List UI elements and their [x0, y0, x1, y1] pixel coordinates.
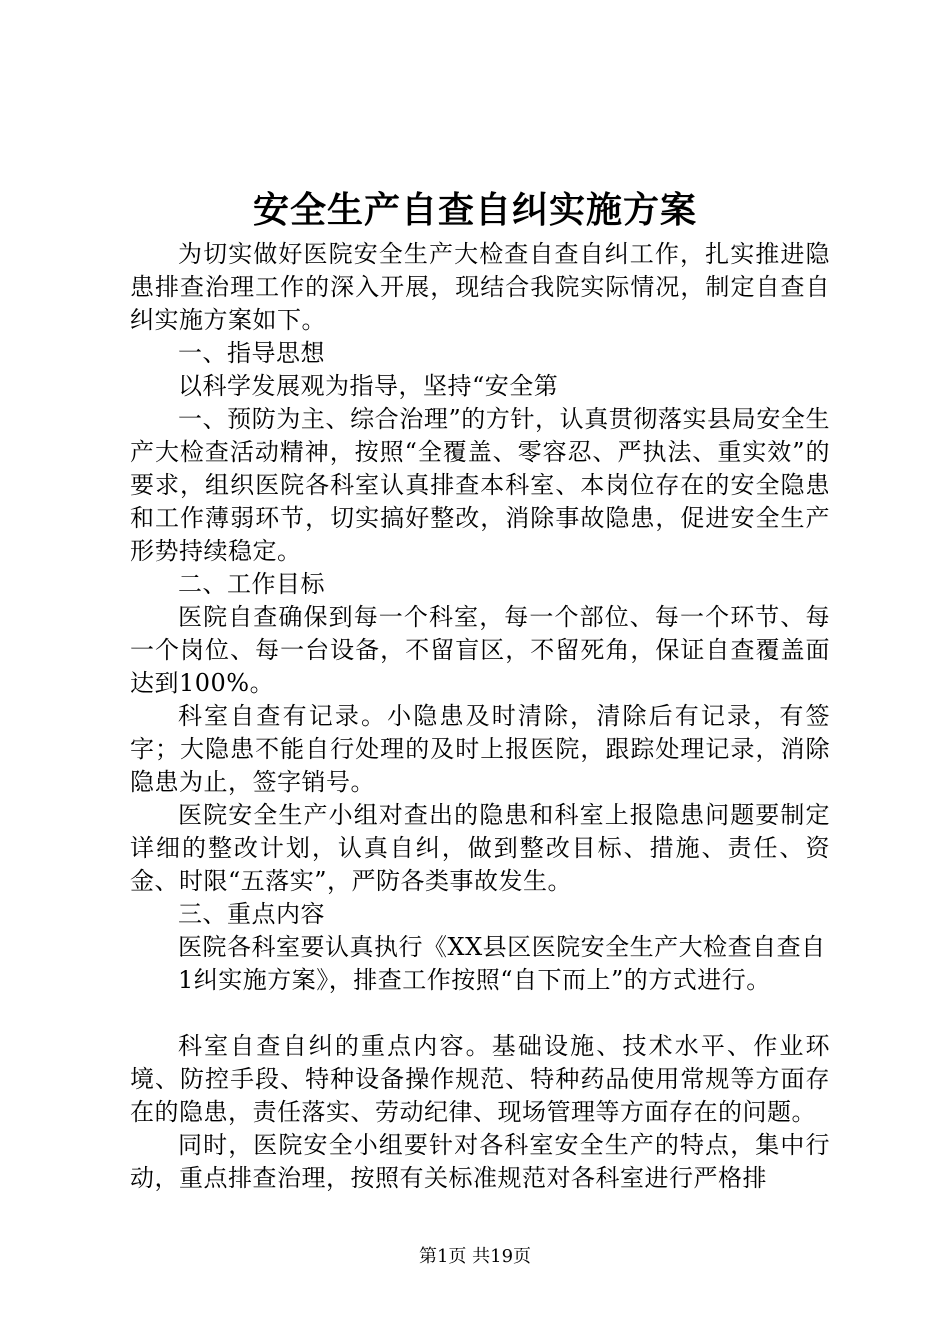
paragraph: 医院各科室要认真执行《XX县区医院安全生产大检查自查自 — [178, 933, 826, 961]
paragraph: 科室自查自纠的重点内容。基础设施、技术水平、作业环境、防控手段、特种设备操作规范、特种药品使用常规等方面存在的隐患，责任落实、劳动纪律、现场管理等方面存在的问题。 — [130, 1032, 830, 1126]
paragraph: 同时，医院安全小组要针对各科室安全生产的特点，集中行动，重点排查治理，按照有关标准规范对各科室进行严格排 — [130, 1131, 830, 1192]
section-heading-work-goals: 二、工作目标 — [178, 570, 325, 598]
paragraph: 1纠实施方案》，排查工作按照“自下而上”的方式进行。 — [178, 966, 771, 994]
section-heading-guiding-ideology: 一、指导思想 — [178, 339, 325, 367]
page-number-footer: 第1页 共19页 — [418, 1246, 532, 1267]
section-heading-key-content: 三、重点内容 — [178, 900, 325, 928]
paragraph: 医院安全生产小组对查出的隐患和科室上报隐患问题要制定详细的整改计划，认真自纠，做到整改目标、措施、责任、资金、时限“五落实”，严防各类事故发生。 — [130, 801, 830, 895]
intro-paragraph: 为切实做好医院安全生产大检查自查自纠工作，扎实推进隐患排查治理工作的深入开展，现结合我院实际情况，制定自查自纠实施方案如下。 — [130, 240, 830, 334]
paragraph: 科室自查有记录。小隐患及时清除，清除后有记录，有签字；大隐患不能自行处理的及时上报医院，跟踪处理记录，消除隐患为止，签字销号。 — [130, 702, 830, 796]
paragraph: 以科学发展观为指导，坚持“安全第 — [178, 372, 559, 400]
document-title: 安全生产自查自纠实施方案 — [252, 189, 697, 231]
document-body — [130, 238, 830, 1195]
paragraph: 一、预防为主、综合治理”的方针，认真贯彻落实县局安全生产大检查活动精神，按照“全覆盖、零容忍、严执法、重实效”的要求，组织医院各科室认真排查本科室、本岗位存在的安全隐患和工作薄弱环节，切实搞好整改，消除事故隐患，促进安全生产形势持续稳定。 — [130, 405, 830, 565]
paragraph: 医院自查确保到每一个科室，每一个部位、每一个环节、每一个岗位、每一台设备，不留盲区，不留死角，保证自查覆盖面达到100%。 — [130, 603, 830, 697]
